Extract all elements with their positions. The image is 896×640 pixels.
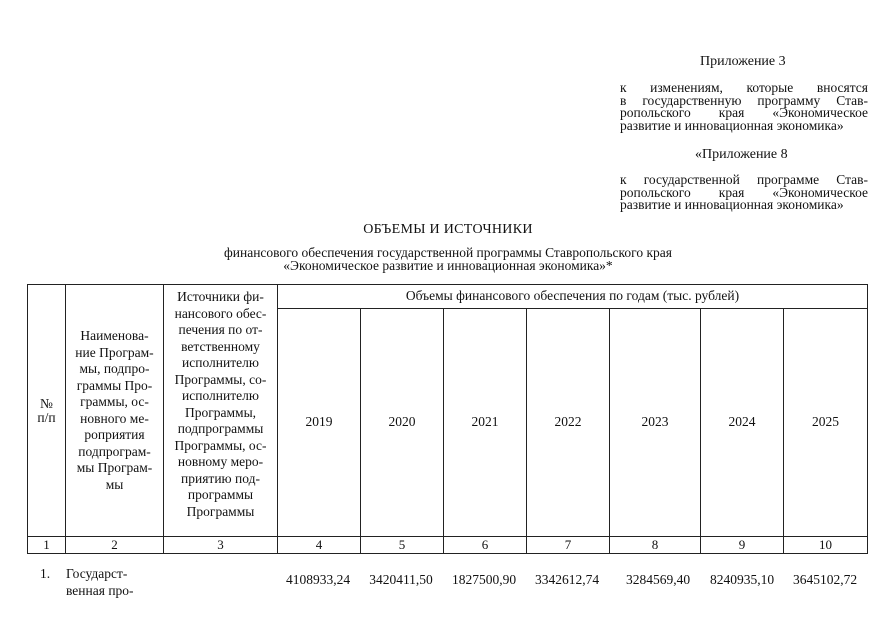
appendix-note-2-line: ропольского края «Экономическое [620, 184, 868, 200]
header-source-line: исполнителю [182, 355, 259, 370]
header-number-line: № [40, 395, 53, 411]
appendix-title: Приложение 3 [700, 54, 786, 69]
document-subtitle [0, 246, 896, 272]
header-name-line: граммы Про- [76, 377, 153, 393]
document-title: ОБЪЕМЫ И ИСТОЧНИКИ [363, 222, 533, 237]
column-number: 10 [784, 537, 868, 554]
header-source-line: программы [187, 487, 254, 502]
header-year: 2021 [444, 309, 527, 537]
column-number: 9 [701, 537, 784, 554]
appendix-note [620, 82, 868, 132]
row-value-2024: 8240935,10 [709, 572, 775, 587]
appendix-note-2-line: развитие и инновационная экономика» [620, 197, 844, 212]
row-name-line: Государст- [66, 566, 128, 581]
column-number: 8 [610, 537, 701, 554]
row-value-2020: 3420411,50 [369, 572, 433, 587]
header-name [66, 285, 164, 537]
row-value-2019: 4108933,24 [285, 572, 351, 587]
header-volumes-group: Объемы финансового обеспечения по годам (тыс. рублей) [278, 285, 868, 309]
column-number: 6 [444, 537, 527, 554]
appendix-note-2-line: к государственной программе Став- [620, 172, 868, 187]
financing-table [27, 284, 868, 554]
header-source-line: Программы [186, 503, 255, 519]
header-source-line: Источники фи- [177, 289, 264, 304]
row-value-2022: 3342612,74 [534, 572, 600, 587]
row-index: 1. [40, 566, 51, 581]
row-value-2021: 1827500,90 [451, 572, 517, 587]
header-source-line: Программы, со- [174, 371, 267, 387]
header-year: 2022 [527, 309, 610, 537]
header-year: 2020 [361, 309, 444, 537]
header-name-line: мы Програм- [76, 460, 153, 475]
header-source-line: нансового обес- [174, 305, 267, 321]
header-source-line: приятию под- [181, 470, 260, 486]
header-name-line: Наименова- [80, 328, 149, 343]
header-source-line: новному меро- [177, 454, 264, 469]
header-name-line: роприятия [84, 427, 145, 442]
row-value-2023: 3284569,40 [625, 572, 691, 587]
row-name-line: венная про- [66, 582, 134, 598]
header-number-line: п/п [37, 409, 56, 425]
header-year: 2025 [784, 309, 868, 537]
column-number: 5 [361, 537, 444, 554]
header-name-line: новного ме- [80, 410, 149, 426]
header-source-line: печения по от- [178, 322, 263, 337]
header-year: 2024 [701, 309, 784, 537]
appendix-note-2 [620, 174, 868, 212]
appendix-title-2: «Приложение 8 [695, 147, 788, 162]
header-source-line: подпрограммы [177, 421, 264, 436]
header-name-line: мы, подпро- [79, 361, 150, 376]
row-value-2025: 3645102,72 [792, 572, 858, 587]
header-number [28, 285, 66, 537]
header-name-line: граммы, ос- [80, 394, 149, 409]
header-source-line: Программы, ос- [174, 437, 267, 453]
document-subtitle-line: «Экономическое развитие и инновационная экономика»* [283, 258, 613, 273]
header-name-line: ние Програм- [75, 344, 154, 360]
appendix-note-line: ропольского края «Экономическое [620, 105, 868, 120]
column-number: 3 [164, 537, 278, 554]
document-subtitle-line: финансового обеспечения государственной программы Ставропольского края [224, 245, 672, 260]
column-number: 2 [66, 537, 164, 554]
appendix-note-line: к изменениям, которые вносятся [620, 80, 868, 95]
header-source-line: Программы, [184, 404, 257, 420]
header-name-line: подпрограм- [78, 443, 151, 459]
column-number: 4 [278, 537, 361, 554]
row-name [66, 566, 134, 599]
header-source-line: ветственному [181, 338, 260, 354]
header-name-line: мы [105, 476, 124, 492]
header-year: 2023 [610, 309, 701, 537]
appendix-note-line: развитие и инновационная экономика» [620, 117, 844, 133]
header-source [164, 285, 278, 537]
header-source-line: исполнителю [182, 388, 259, 403]
appendix-note-line: в государственную программу Став- [620, 92, 868, 108]
column-number: 1 [28, 537, 66, 554]
header-year: 2019 [278, 309, 361, 537]
column-number: 7 [527, 537, 610, 554]
